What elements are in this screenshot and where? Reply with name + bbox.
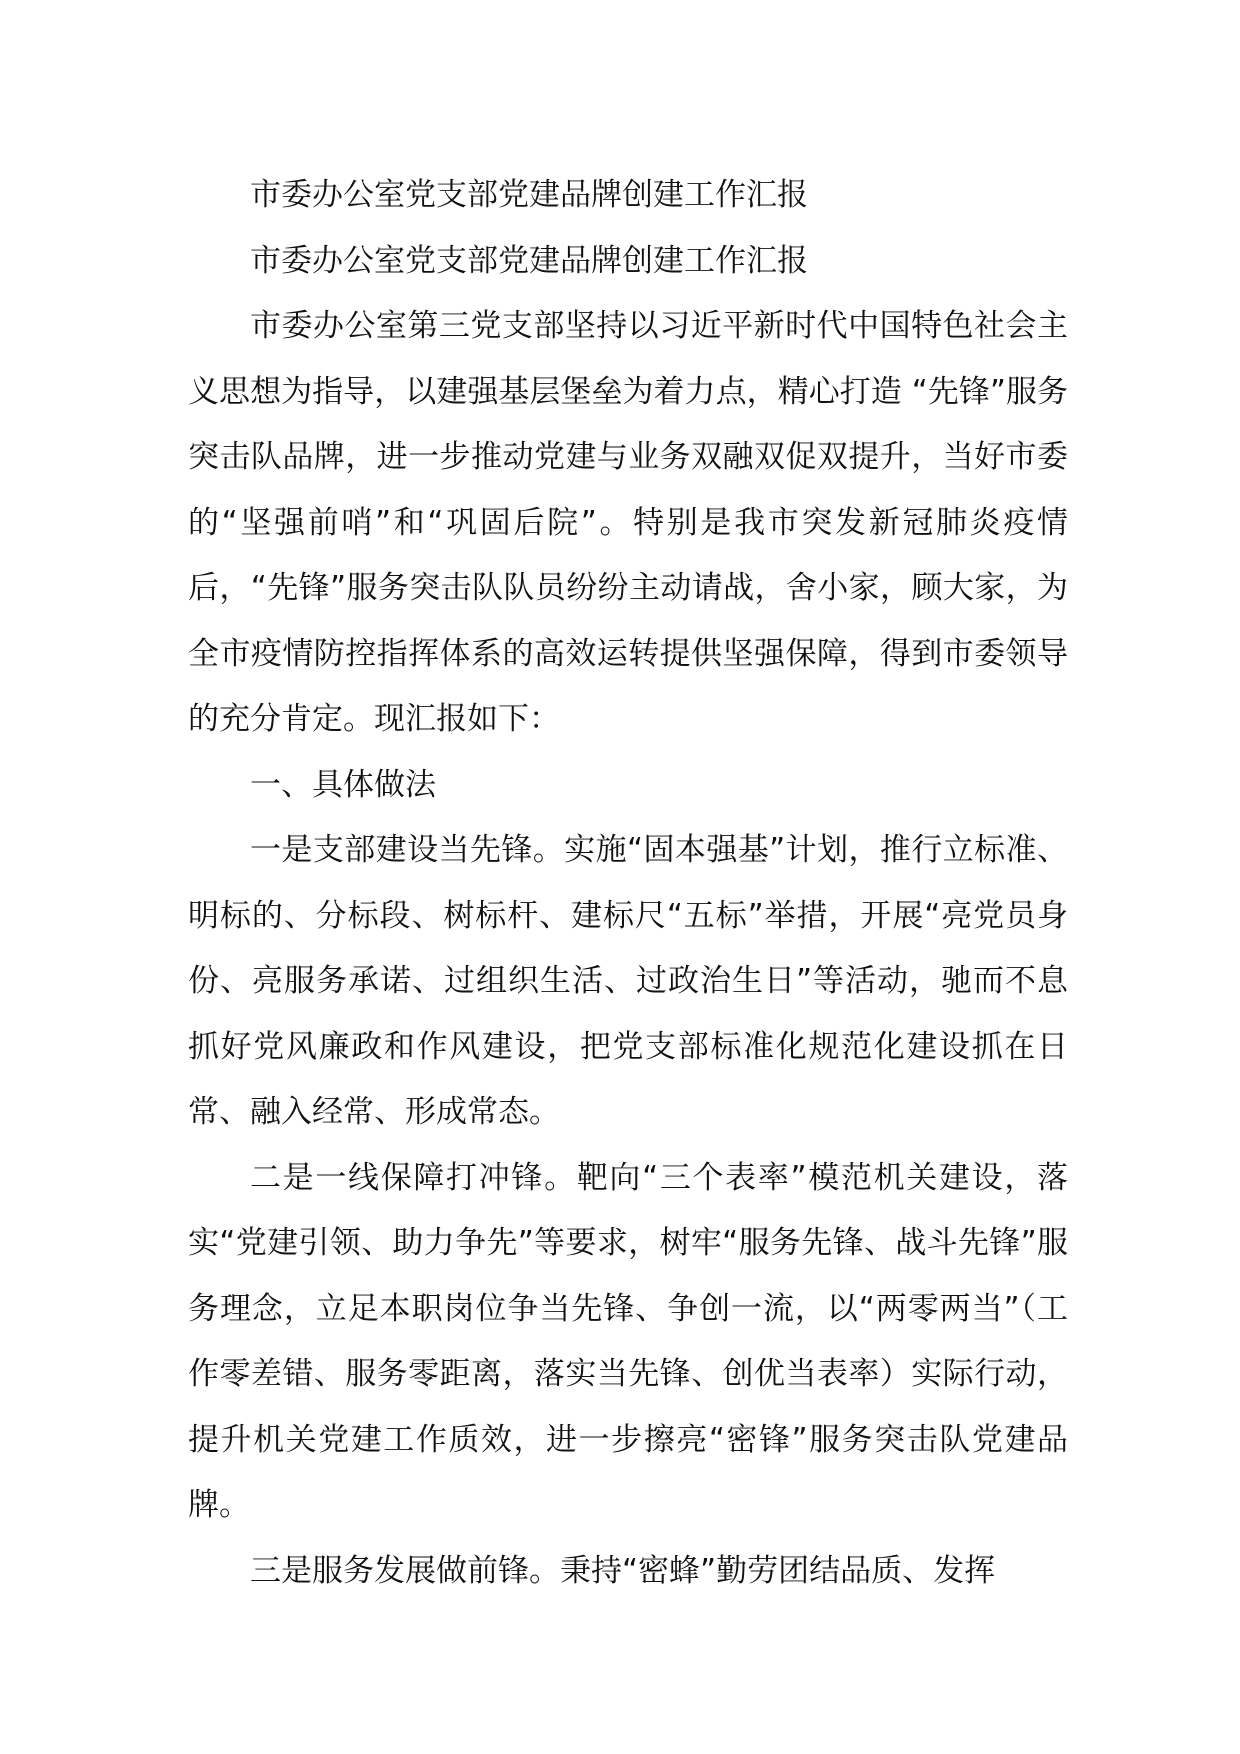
paragraph-branch-building: 一是支部建设当先锋。实施“固本强基”计划，推行立标准、明标的、分标段、树标杆、建标尺“五标”举措，开展“亮党员身份、亮服务承诺、过组织生活、过政治生日”等活动，驰而不息抓好党风廉政和作风建设，把党支部标准化规范化建设抓在日常、融入经常、形成常态。 [188, 832, 1068, 1130]
section-heading: 一、具体做法 [250, 766, 436, 803]
document-title: 市委办公室党支部党建品牌创建工作汇报 [250, 177, 808, 213]
intro-paragraph: 市委办公室第三党支部坚持以习近平新时代中国特色社会主义思想为指导，以建强基层堡垒为着力点，精心打造 “先锋”服务突击队品牌，进一步推动党建与业务双融双促双提升，当好市委的“坚强前哨”和“巩固后院”。特别是我市突发新冠肺炎疫情后，“先锋”服务突击队队员纷纷主动请战，舍小家，顾大家，为全市疫情防控指挥体系的高效运转提供坚强保障，得到市委领导的充分肯定。现汇报如下： [188, 308, 1068, 737]
document-title-repeat: 市委办公室党支部党建品牌创建工作汇报 [250, 242, 808, 279]
paragraph-frontline-support: 二是一线保障打冲锋。靶向“三个表率”模范机关建设，落实“党建引领、助力争先”等要求，树牢“服务先锋、战斗先锋”服务理念，立足本职岗位争当先锋、争创一流，以“两零两当”（工作零差错、服务零距离，落实当先锋、创优当表率）实际行动，提升机关党建工作质效，进一步擦亮“密锋”服务突击队党建品牌。 [188, 1159, 1068, 1523]
document-body [188, 163, 1068, 1604]
paragraph-service-development: 三是服务发展做前锋。秉持“密蜂”勤劳团结品质、发挥 [250, 1552, 996, 1589]
